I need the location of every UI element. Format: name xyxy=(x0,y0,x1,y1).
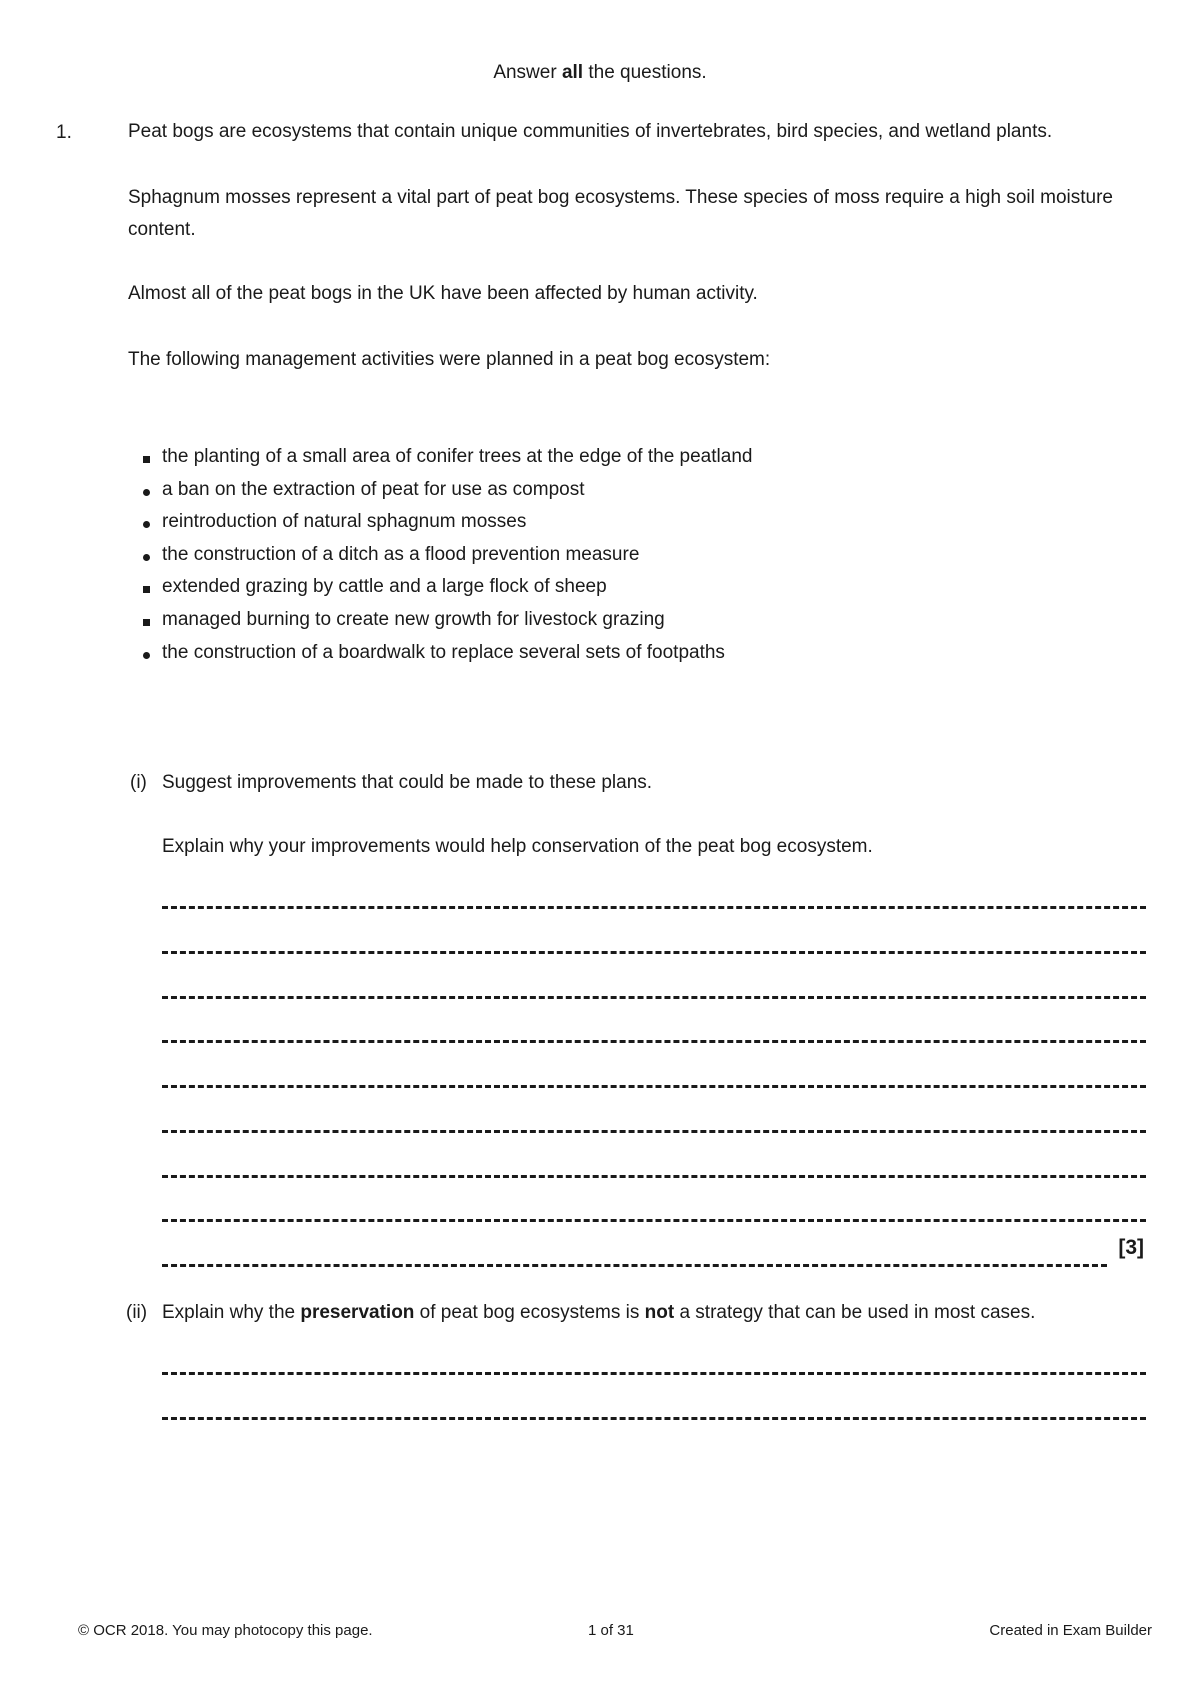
marks-indicator: [3] xyxy=(1118,1236,1144,1259)
list-item xyxy=(140,539,752,572)
footer-page-number: 1 of 31 xyxy=(588,1622,634,1639)
instruction-text xyxy=(0,62,1200,84)
part-i-prompt: Suggest improvements that could be made to these plans. xyxy=(162,772,653,793)
round-bullet-icon xyxy=(143,554,150,561)
list-item xyxy=(140,604,752,637)
footer-created: Created in Exam Builder xyxy=(989,1622,1152,1639)
list-item xyxy=(140,441,752,474)
footer-copyright: © OCR 2018. You may photocopy this page. xyxy=(78,1622,373,1639)
list-item xyxy=(140,571,752,604)
list-item-text: the construction of a ditch as a flood prevention measure xyxy=(162,543,640,565)
instruction-after: the questions. xyxy=(583,62,707,83)
instruction-bold: all xyxy=(561,62,584,83)
round-bullet-icon xyxy=(143,489,150,496)
part-ii-bold: preservation xyxy=(300,1302,415,1323)
question-number: 1. xyxy=(56,122,72,143)
paragraph-management: The following management activities were planned in a peat bog ecosystem: xyxy=(128,349,771,370)
square-bullet-icon xyxy=(143,619,150,626)
answer-line[interactable] xyxy=(162,1372,1146,1375)
paragraph-human-activity: Almost all of the peat bogs in the UK have been affected by human activity. xyxy=(128,283,758,304)
part-ii-text: Explain why the xyxy=(162,1302,301,1323)
answer-line[interactable] xyxy=(162,996,1146,999)
answer-line[interactable] xyxy=(162,951,1146,954)
answer-line[interactable] xyxy=(162,1085,1146,1088)
round-bullet-icon xyxy=(143,652,150,659)
list-item-text: a ban on the extraction of peat for use as compost xyxy=(162,478,585,500)
part-i-label: (i) xyxy=(130,772,147,793)
square-bullet-icon xyxy=(143,586,150,593)
answer-line[interactable] xyxy=(162,1040,1146,1043)
part-ii-prompt xyxy=(162,1302,1035,1324)
answer-line[interactable] xyxy=(162,1130,1146,1133)
part-i-explain: Explain why your improvements would help conservation of the peat bog ecosystem. xyxy=(162,836,873,857)
list-item xyxy=(140,637,752,670)
instruction-before: Answer xyxy=(493,62,562,83)
list-item-text: reintroduction of natural sphagnum mosses xyxy=(162,511,527,533)
answer-line[interactable] xyxy=(162,1175,1146,1178)
answer-line[interactable] xyxy=(162,1264,1107,1267)
list-item-text: extended grazing by cattle and a large flock of sheep xyxy=(162,576,607,598)
activities-list xyxy=(140,441,752,669)
paragraph-intro: Peat bogs are ecosystems that contain unique communities of invertebrates, bird species, and wetland plants. xyxy=(128,121,1053,142)
part-ii-text: a strategy that can be used in most cases. xyxy=(674,1302,1036,1323)
list-item-text: the planting of a small area of conifer trees at the edge of the peatland xyxy=(162,446,753,467)
answer-line[interactable] xyxy=(162,906,1146,909)
answer-line[interactable] xyxy=(162,1219,1146,1222)
part-ii-text: of peat bog ecosystems is xyxy=(414,1302,645,1323)
list-item-text: the construction of a boardwalk to replace several sets of footpaths xyxy=(162,641,725,663)
list-item xyxy=(140,506,752,539)
list-item xyxy=(140,474,752,507)
part-ii-label: (ii) xyxy=(126,1302,148,1323)
square-bullet-icon xyxy=(143,456,150,463)
round-bullet-icon xyxy=(143,521,150,528)
paragraph-sphagnum: Sphagnum mosses represent a vital part of peat bog ecosystems. These species of moss require a high soil moisture content. xyxy=(128,187,1113,240)
list-item-text: managed burning to create new growth for livestock grazing xyxy=(162,608,665,630)
part-ii-bold: not xyxy=(644,1302,675,1323)
answer-line[interactable] xyxy=(162,1417,1146,1420)
